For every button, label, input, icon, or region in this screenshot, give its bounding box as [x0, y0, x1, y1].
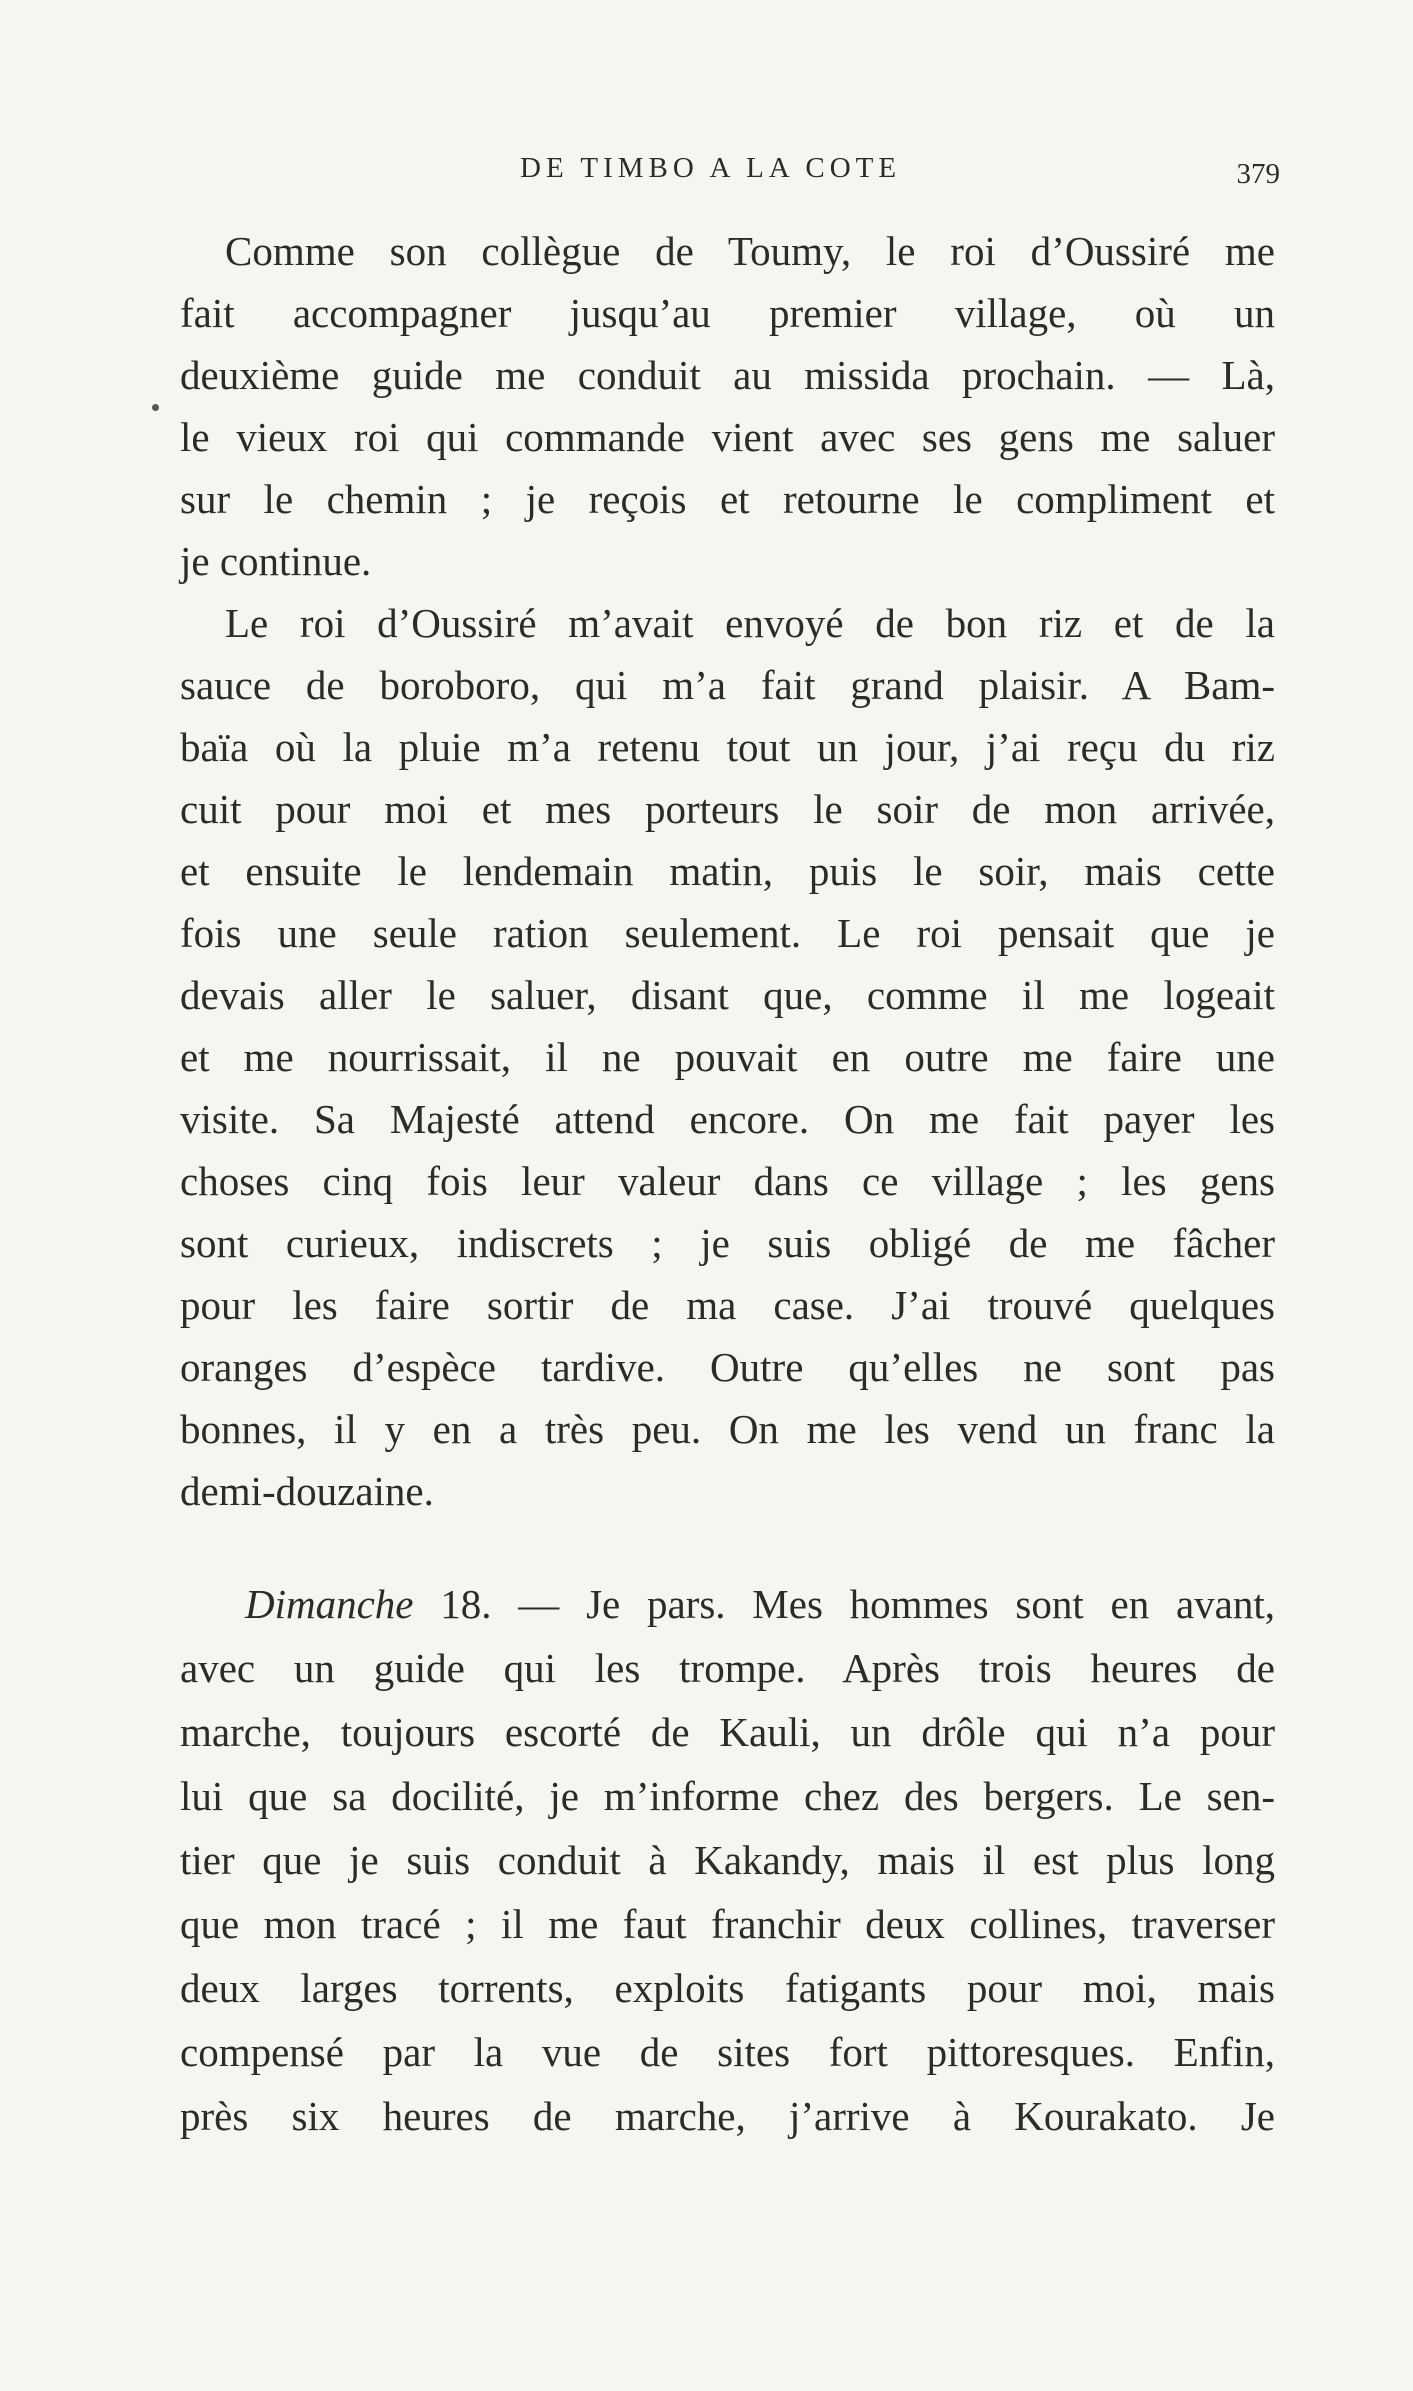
text-line: sur le chemin ; je reçois et retourne le compliment et — [180, 476, 1275, 522]
text-line: demi-douzaine. — [180, 1468, 434, 1514]
entry-day: Dimanche — [245, 1581, 414, 1627]
text-line: devais aller le saluer, disant que, comme il me logeait — [180, 972, 1275, 1018]
text-line: je continue. — [180, 538, 372, 584]
entry-first-line: 18. — Je pars. Mes hommes sont en avant, — [440, 1581, 1275, 1627]
text-line: Le roi d’Oussiré m’avait envoyé de bon riz et de la — [225, 600, 1275, 646]
text-line: avec un guide qui les trompe. Après trois heures de — [180, 1645, 1275, 1691]
running-head — [180, 152, 1280, 196]
text-line: fois une seule ration seulement. Le roi pensait que je — [180, 910, 1275, 956]
text-line: que mon tracé ; il me faut franchir deux collines, traverser — [180, 1901, 1275, 1947]
page-number: 379 — [1236, 158, 1280, 190]
text-line: deuxième guide me conduit au missida prochain. — Là, — [180, 352, 1275, 398]
text-line: sont curieux, indiscrets ; je suis obligé de me fâcher — [180, 1220, 1275, 1266]
text-line: cuit pour moi et mes porteurs le soir de mon arrivée, — [180, 786, 1275, 832]
text-line: bonnes, il y en a très peu. On me les vend un franc la — [180, 1406, 1275, 1452]
text-line: visite. Sa Majesté attend encore. On me fait payer les — [180, 1096, 1275, 1142]
paragraph-1 — [180, 220, 1275, 592]
text-line: compensé par la vue de sites fort pittoresques. Enfin, — [180, 2029, 1275, 2075]
text-line: et me nourrissait, il ne pouvait en outre me faire une — [180, 1034, 1275, 1080]
text-line: pour les faire sortir de ma case. J’ai trouvé quelques — [180, 1282, 1275, 1328]
text-line: choses cinq fois leur valeur dans ce village ; les gens — [180, 1158, 1275, 1204]
text-line: baïa où la pluie m’a retenu tout un jour, j’ai reçu du riz — [180, 724, 1275, 770]
body-text — [180, 220, 1275, 2148]
ink-speck — [152, 404, 159, 411]
text-line: fait accompagner jusqu’au premier village, où un — [180, 290, 1275, 336]
text-line: le vieux roi qui commande vient avec ses gens me saluer — [180, 414, 1275, 460]
text-line: et ensuite le lendemain matin, puis le soir, mais cette — [180, 848, 1275, 894]
running-title: DE TIMBO A LA COTE — [520, 152, 902, 184]
text-line: tier que je suis conduit à Kakandy, mais il est plus long — [180, 1837, 1275, 1883]
paragraph-2 — [180, 592, 1275, 1522]
text-line: sauce de boroboro, qui m’a fait grand plaisir. A Bam- — [180, 662, 1275, 708]
paragraph-3 — [180, 1572, 1275, 2148]
text-line: oranges d’espèce tardive. Outre qu’elles ne sont pas — [180, 1344, 1275, 1390]
section-gap — [180, 1522, 1275, 1572]
text-line: Comme son collègue de Toumy, le roi d’Oussiré me — [225, 228, 1275, 274]
text-line: lui que sa docilité, je m’informe chez des bergers. Le sen- — [180, 1773, 1275, 1819]
dated-entry-line — [180, 1572, 1275, 1636]
text-line: près six heures de marche, j’arrive à Kourakato. Je — [180, 2093, 1275, 2139]
text-line: marche, toujours escorté de Kauli, un drôle qui n’a pour — [180, 1709, 1275, 1755]
text-line: deux larges torrents, exploits fatigants pour moi, mais — [180, 1965, 1275, 2011]
